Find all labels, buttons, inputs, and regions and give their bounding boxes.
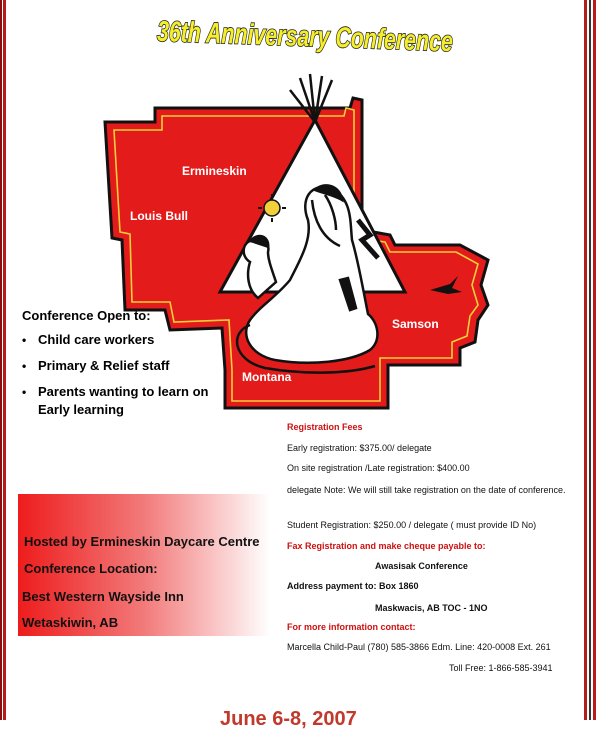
open-to-section	[22, 308, 222, 427]
student-registration: Student Registration: $250.00 / delegate ( must provide ID No)	[287, 520, 537, 530]
contact-text: Marcella Child-Paul (780) 585-3866 Edm. Line: 420-0008 Ext. 261	[287, 642, 551, 652]
list-item: • Child care workers	[22, 332, 155, 347]
list-item: • Primary & Relief staff	[22, 358, 170, 373]
open-to-list	[22, 331, 222, 419]
region-label-montana: Montana	[242, 370, 292, 384]
onsite-registration: On site registration /Late registration: $400.00	[287, 463, 470, 473]
bullet-icon: •	[22, 359, 27, 373]
left-border	[0, 0, 6, 720]
hosted-by-panel	[18, 494, 270, 636]
host-text: Hosted by Ermineskin Daycare Centre	[24, 534, 260, 549]
page-title: 36th Anniversary Conference	[156, 15, 560, 62]
early-registration: Early registration: $375.00/ delegate	[287, 443, 432, 453]
address-label: Address payment to: Box 1860	[287, 581, 419, 591]
toll-free-text: Toll Free: 1-866-585-3941	[449, 663, 553, 673]
city-text: Wetaskiwin, AB	[22, 615, 119, 630]
region-label-louis-bull: Louis Bull	[130, 209, 188, 223]
registration-heading: Registration Fees	[287, 422, 363, 432]
right-border	[580, 0, 604, 720]
registration-note: delegate Note: We will still take registration on the date of conference.	[287, 485, 566, 495]
address-city: Maskwacis, AB TOC - 1NO	[375, 603, 488, 613]
bullet-icon: •	[22, 385, 27, 399]
event-date: June 6-8, 2007	[220, 708, 357, 730]
venue-text: Best Western Wayside Inn	[22, 589, 184, 604]
region-label-ermineskin: Ermineskin	[182, 164, 247, 178]
title-banner	[150, 12, 560, 62]
contact-heading: For more information contact:	[287, 622, 416, 632]
list-item: • Parents wanting to learn on Early learning	[22, 384, 209, 417]
bullet-icon: •	[22, 333, 27, 347]
region-label-samson: Samson	[392, 317, 439, 331]
fax-heading: Fax Registration and make cheque payable to:	[287, 541, 486, 551]
open-to-heading: Conference Open to:	[22, 308, 151, 323]
location-label: Conference Location:	[24, 561, 158, 576]
payee-text: Awasisak Conference	[375, 561, 468, 571]
